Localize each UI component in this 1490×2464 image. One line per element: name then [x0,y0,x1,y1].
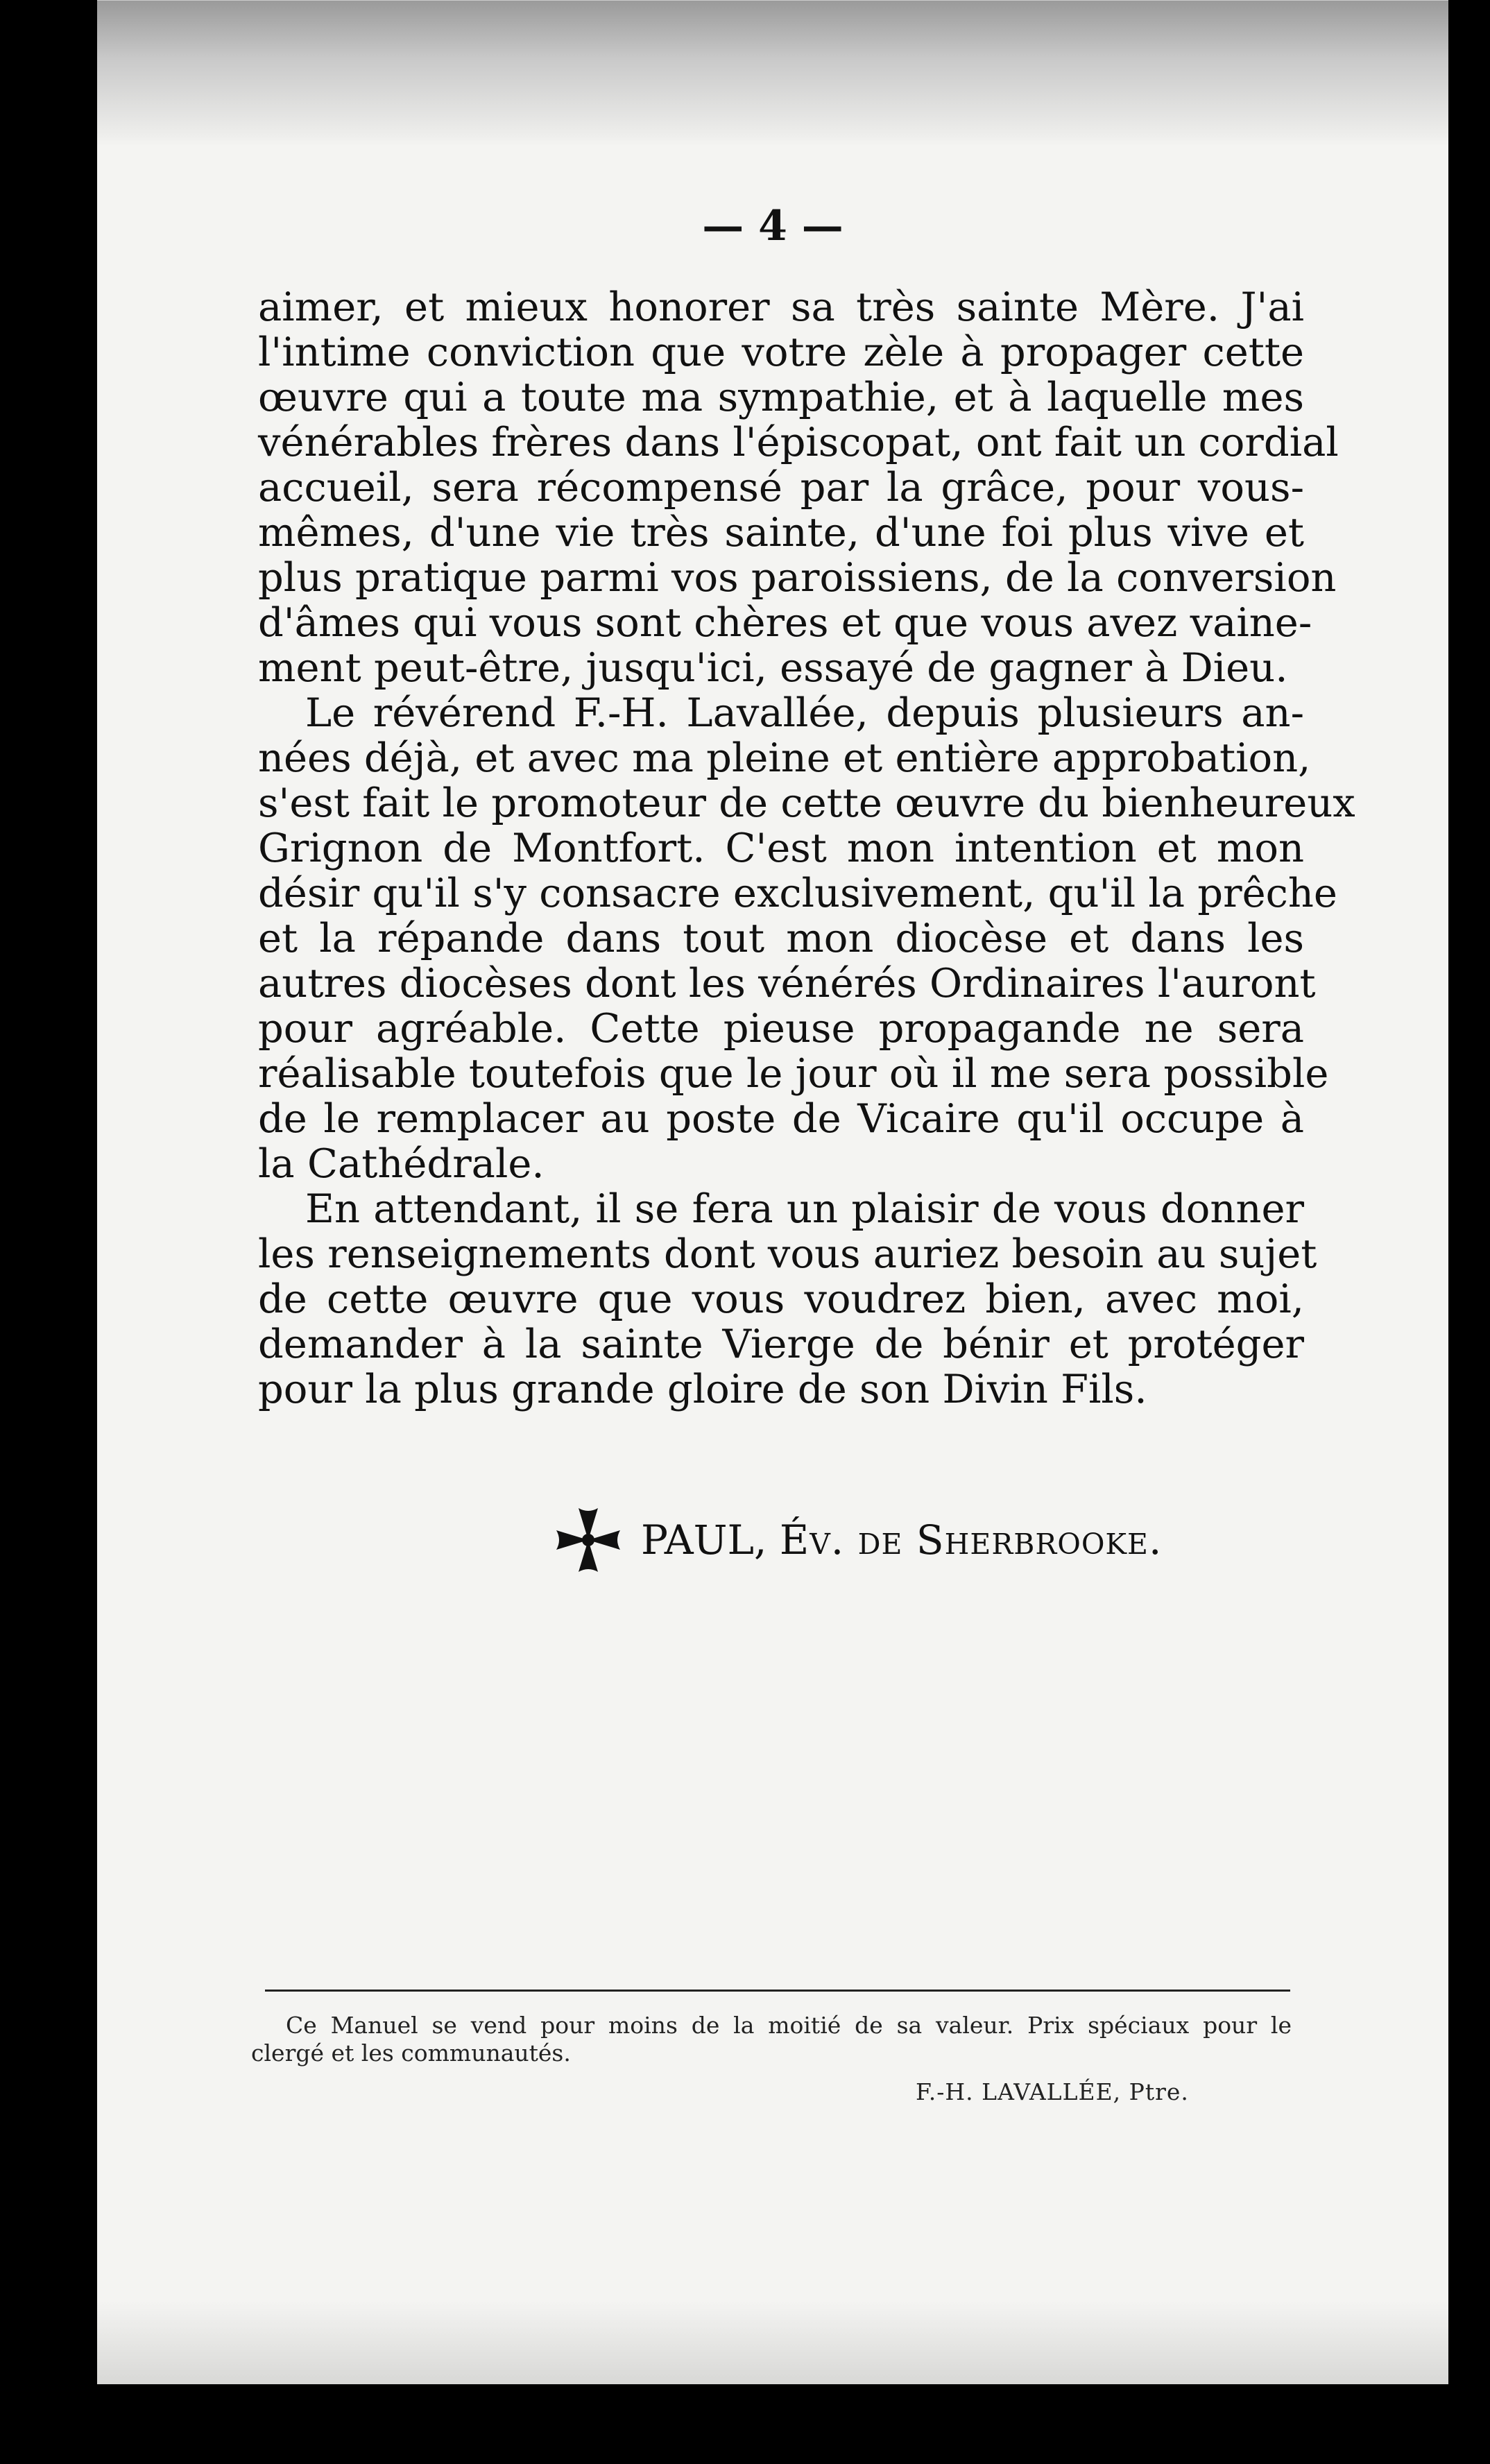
footer-divider [265,1990,1290,1992]
body-line: pour la plus grande gloire de son Divin Fils. [258,1366,1147,1412]
body-line: s'est fait le promoteur de cette œuvre du bienheureux [258,780,1355,826]
body-line: nées déjà, et avec ma pleine et entière approbation, [258,735,1311,781]
body-line: de cette œuvre que vous voudrez bien, avec moi, [258,1276,1304,1322]
body-line: autres diocèses dont les vénérés Ordinaires l'auront [258,960,1316,1007]
body-line: accueil, sera récompensé par la grâce, pour vous- [258,464,1304,511]
body-line: l'intime conviction que votre zèle à propager cette [258,329,1304,375]
body-line: ment peut-être, jusqu'ici, essayé de gagner à Dieu. [258,644,1288,691]
page-top-edge [97,1,1448,146]
page-bottom-edge [97,2301,1448,2384]
body-line: les renseignements dont vous auriez besoin au sujet [258,1231,1317,1277]
body-line: œuvre qui a toute ma sympathie, et à laquelle mes [258,374,1304,420]
cross-icon [554,1505,623,1575]
body-line: pour agréable. Cette pieuse propagande ne sera [258,1005,1304,1052]
page-number: — 4 — [702,202,844,250]
body-line: et la répande dans tout mon diocèse et dans les [258,915,1304,961]
body-line: vénérables frères dans l'épiscopat, ont fait un cordial [258,419,1339,465]
body-line: de le remplacer au poste de Vicaire qu'il occupe à [258,1095,1304,1142]
signature-block [554,1505,1162,1575]
footer-note [251,2012,1292,2067]
footer-signature: F.-H. LAVALLÉE, Ptre. [916,2078,1189,2105]
body-line: d'âmes qui vous sont chères et que vous avez vaine- [258,599,1312,646]
body-line: réalisable toutefois que le jour où il me sera possible [258,1050,1329,1097]
body-line: demander à la sainte Vierge de bénir et protéger [258,1321,1304,1367]
signature-title: Év. de Sherbrooke. [779,1516,1163,1564]
body-line: la Cathédrale. [258,1140,545,1187]
body-line: En attendant, il se fera un plaisir de vous donner [305,1186,1304,1232]
body-line: Le révérend F.-H. Lavallée, depuis plusieurs an- [305,690,1304,736]
signature-name: PAUL, [641,1516,767,1564]
body-line: plus pratique parmi vos paroissiens, de la conversion [258,554,1337,601]
body-line: Grignon de Montfort. C'est mon intention et mon [258,825,1304,871]
footer-line: clergé et les communautés. [251,2039,571,2067]
body-line: mêmes, d'une vie très sainte, d'une foi plus vive et [258,509,1304,556]
footer-line: Ce Manuel se vend pour moins de la moitié de sa valeur. Prix spéciaux pour le [286,2012,1292,2039]
body-line: désir qu'il s'y consacre exclusivement, qu'il la prêche [258,870,1337,916]
letter-body [258,284,1355,1412]
body-line: aimer, et mieux honorer sa très sainte Mère. J'ai [258,284,1304,330]
